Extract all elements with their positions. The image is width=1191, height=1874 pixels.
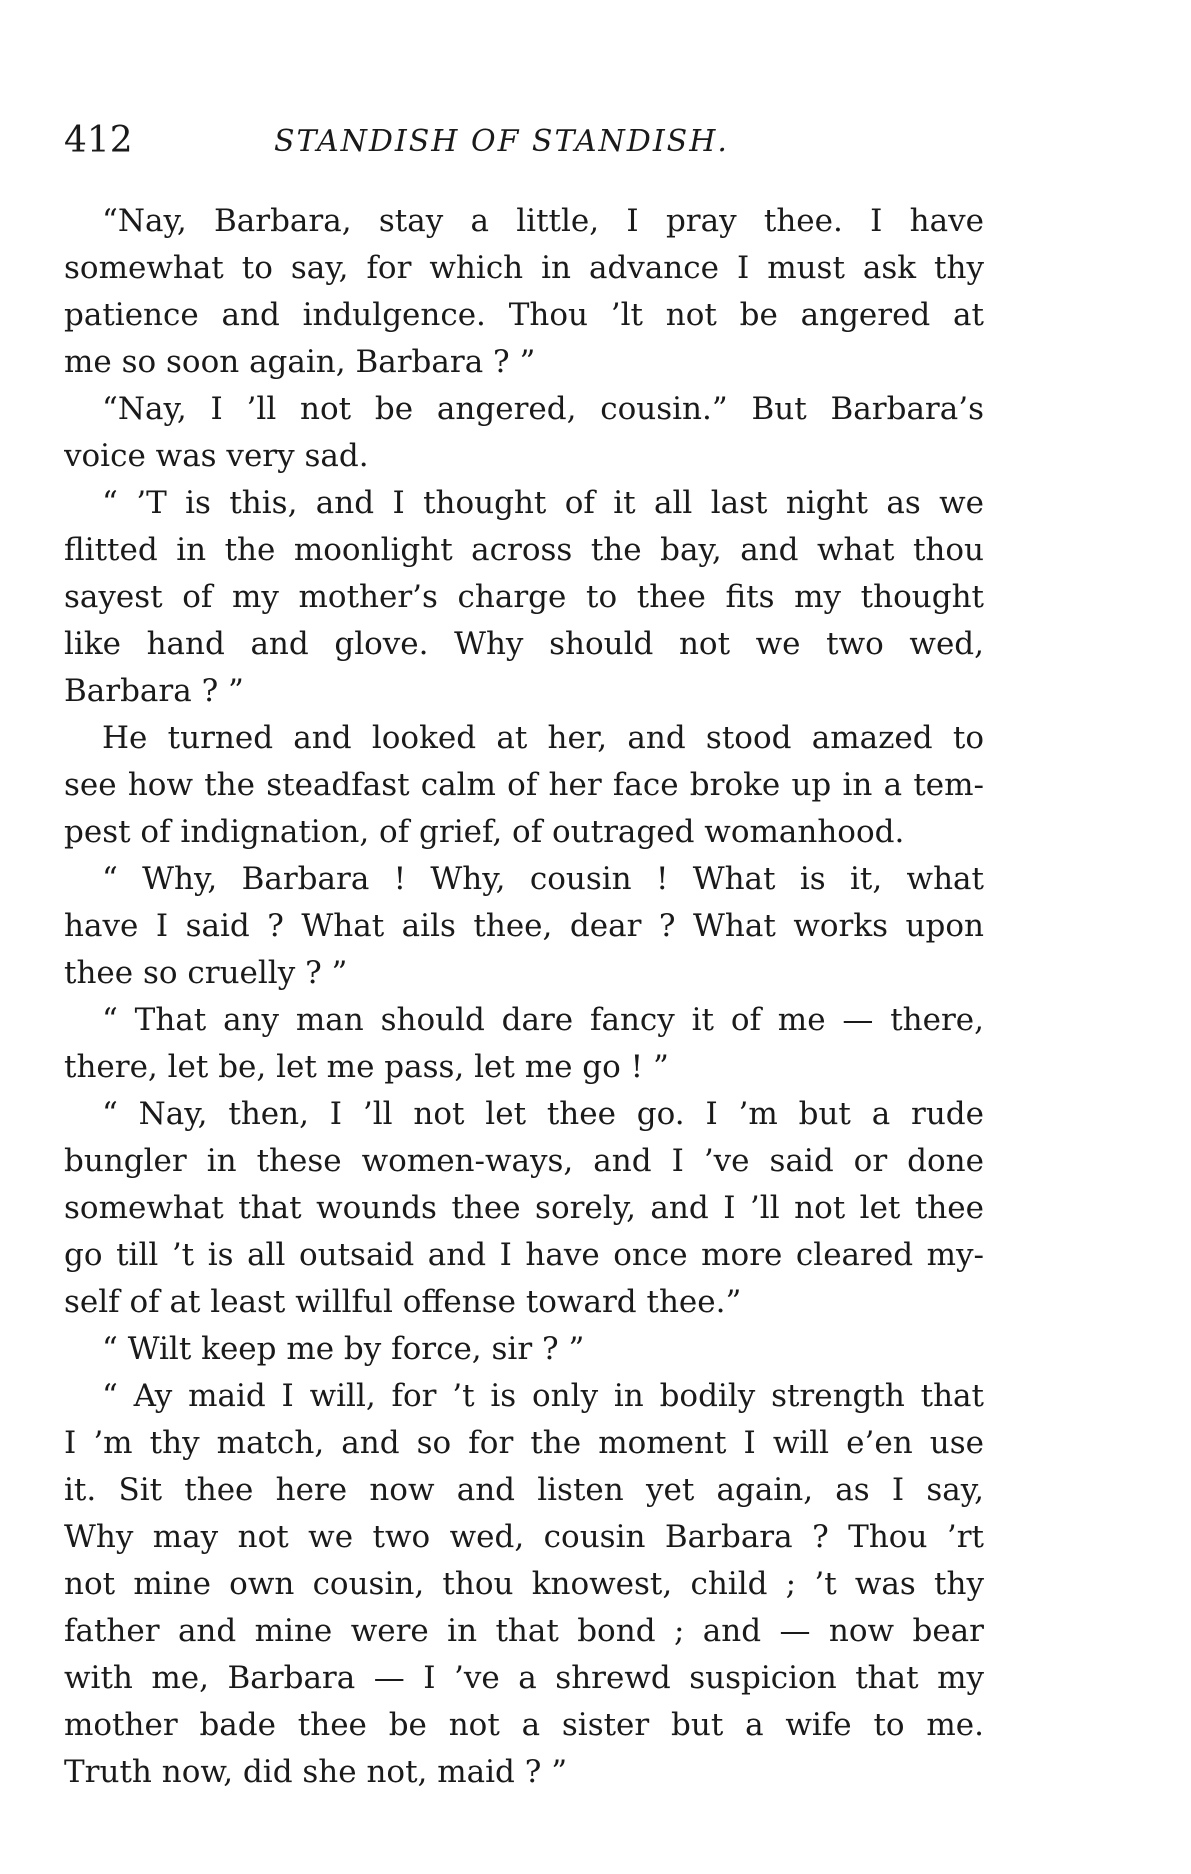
text-line: “Nay, Barbara, stay a little, I pray thee. I have [102,203,984,239]
text-line: have I said ? What ails thee, dear ? What works upon [64,908,984,944]
text-line: patience and indulgence. Thou ’lt not be angered at [64,297,984,333]
text-line: see how the steadfast calm of her face broke up in a tem- [64,767,984,803]
text-line: with me, Barbara — I ’ve a shrewd suspicion that my [64,1660,984,1696]
text-line: mother bade thee be not a sister but a wife to me. [64,1707,984,1743]
page-number: 412 [64,120,133,161]
text-line: like hand and glove. Why should not we two wed, [64,626,984,662]
text-line: flitted in the moonlight across the bay, and what thou [64,532,984,568]
text-line: I ’m thy match, and so for the moment I will e’en use [64,1425,984,1461]
text-line: sayest of my mother’s charge to thee fits my thought [64,579,984,615]
running-title: STANDISH OF STANDISH. [274,124,729,159]
text-line: me so soon again, Barbara ? ” [64,344,536,380]
text-line: go till ’t is all outsaid and I have once more cleared my- [64,1237,984,1273]
text-line: Why may not we two wed, cousin Barbara ? Thou ’rt [64,1519,984,1555]
text-line: “ Why, Barbara ! Why, cousin ! What is it, what [102,861,984,897]
text-line: “ That any man should dare fancy it of me — there, [102,1002,984,1038]
text-line: “Nay, I ’ll not be angered, cousin.” But Barbara’s [102,391,984,427]
text-line: bungler in these women-ways, and I ’ve said or done [64,1143,984,1179]
text-line: thee so cruelly ? ” [64,955,348,991]
text-line: voice was very sad. [64,438,369,474]
text-line: somewhat to say, for which in advance I must ask thy [64,250,984,286]
text-line: “ Nay, then, I ’ll not let thee go. I ’m but a rude [102,1096,984,1132]
text-line: somewhat that wounds thee sorely, and I ’ll not let thee [64,1190,984,1226]
body-text [64,198,984,1796]
text-line: self of at least willful offense toward thee.” [64,1284,742,1320]
text-line: it. Sit thee here now and listen yet again, as I say, [64,1472,984,1508]
text-line: “ Wilt keep me by force, sir ? ” [102,1331,585,1367]
text-line: “ ’T is this, and I thought of it all last night as we [102,485,984,521]
text-line: pest of indignation, of grief, of outraged womanhood. [64,814,905,850]
text-line: He turned and looked at her, and stood amazed to [102,720,984,756]
text-line: not mine own cousin, thou knowest, child ; ’t was thy [64,1566,984,1602]
text-line: Barbara ? ” [64,673,244,709]
text-line: “ Ay maid I will, for ’t is only in bodily strength that [102,1378,984,1414]
text-line: father and mine were in that bond ; and — now bear [64,1613,984,1649]
text-line: there, let be, let me pass, let me go ! ” [64,1049,669,1085]
page-header [64,120,984,170]
text-line: Truth now, did she not, maid ? ” [64,1754,568,1790]
